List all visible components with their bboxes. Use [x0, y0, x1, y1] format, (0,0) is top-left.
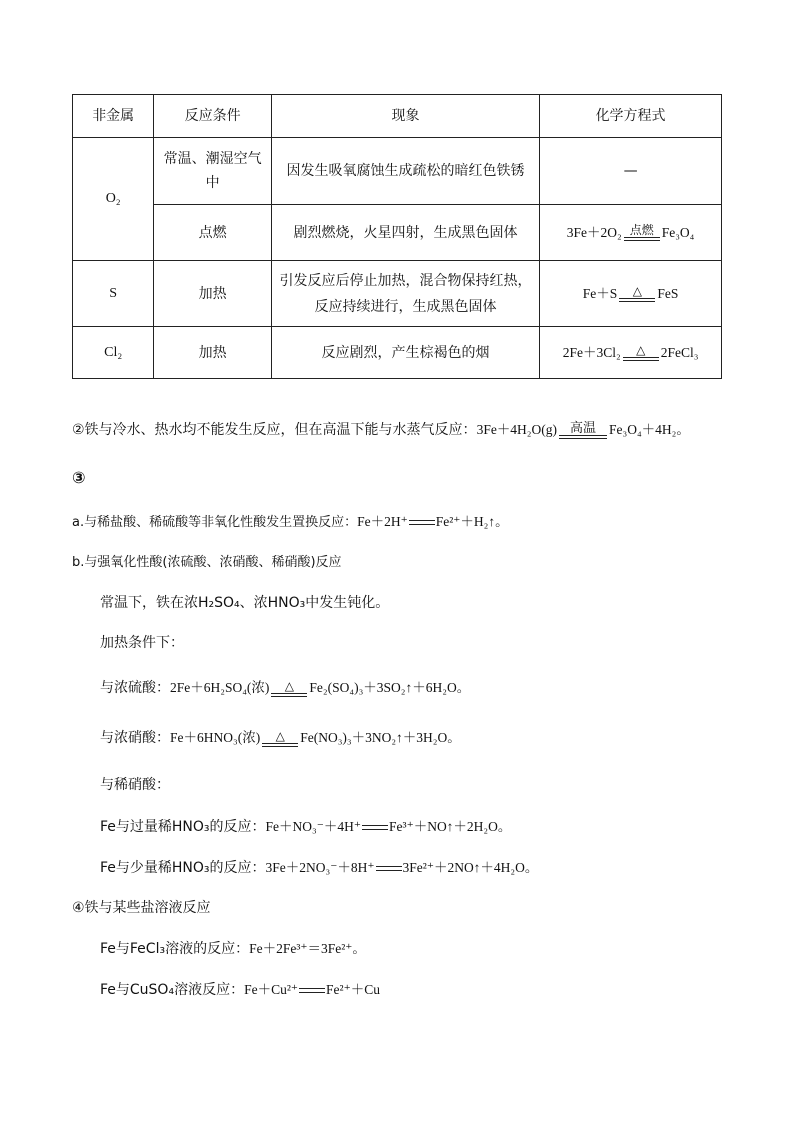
equals-sign [409, 520, 435, 525]
equation-right: 3Fe²⁺＋2NO↑＋4H₂O。 [402, 860, 539, 875]
heat-triangle-icon: △ [636, 343, 646, 357]
equation-left: Fe＋S [582, 285, 618, 301]
equation-left: Fe＋NO₃⁻＋4H⁺ [265, 819, 362, 834]
header-equation: 化学方程式 [540, 95, 722, 138]
equals-sign [376, 866, 402, 871]
equals-arrow [271, 680, 307, 697]
equation-condition: 点燃 [629, 223, 654, 237]
cell-nonmetal: O₂ [73, 138, 154, 261]
equation-left: 2Fe＋6H₂SO₄(浓) [170, 680, 270, 695]
paragraph-3-label: ③ [72, 468, 86, 487]
equation-left: 2Fe＋3Cl₂ [562, 344, 621, 360]
paragraph-text: ②铁与冷水、热水均不能发生反应，但在高温下能与水蒸气反应： [72, 422, 477, 438]
reaction-table [72, 94, 722, 379]
cell-condition: 加热 [154, 261, 272, 327]
paragraph-text: Fe与FeCl₃溶液的反应： [100, 941, 250, 957]
paragraph-3b-4 [100, 726, 461, 747]
equation-right: Fe(NO₃)₃＋3NO₂↑＋3H₂O。 [300, 730, 461, 745]
header-phenomenon: 现象 [271, 95, 539, 138]
equation-right: Fe²⁺＋Cu [326, 982, 380, 997]
paragraph-text: Fe与CuSO₄溶液反应： [100, 982, 245, 998]
equation-right: Fe³⁺＋NO↑＋2H₂O。 [389, 819, 512, 834]
paragraph-3b: b.与强氧化性酸(浓硫酸、浓硝酸、稀硝酸)反应 [72, 555, 342, 570]
paragraph-2 [72, 418, 690, 439]
heat-triangle-icon: △ [632, 284, 642, 298]
equals-arrow [559, 422, 607, 439]
equation-right: Fe₃O₄ [661, 224, 695, 240]
equals-arrow [623, 344, 659, 361]
paragraph-3b-5: 与稀硝酸： [100, 777, 170, 793]
paragraph-text: Fe与过量稀HNO₃的反应： [100, 819, 266, 835]
cell-nonmetal: S [73, 261, 154, 327]
equation-right: 2FeCl₃ [660, 344, 699, 360]
equation: Fe＋2Fe³⁺＝3Fe²⁺。 [249, 941, 366, 956]
header-condition: 反应条件 [154, 95, 272, 138]
paragraph-3b-6 [100, 815, 511, 836]
heat-triangle-icon: △ [284, 678, 295, 693]
equation-left: Fe＋Cu²⁺ [244, 982, 299, 997]
cell-phenomenon: 因发生吸氧腐蚀生成疏松的暗红色铁锈 [271, 138, 539, 205]
paragraph-4a [100, 937, 366, 958]
cell-phenomenon: 引发反应后停止加热，混合物保持红热，反应持续进行，生成黑色固体 [271, 261, 539, 327]
equation-left: 3Fe＋2O₂ [566, 224, 622, 240]
table-row [73, 205, 722, 261]
equation-right: Fe₂(SO₄)₃＋3SO₂↑＋6H₂O。 [309, 680, 471, 695]
cell-phenomenon: 反应剧烈，产生棕褐色的烟 [271, 327, 539, 379]
equation-right: Fe₃O₄＋4H₂。 [609, 422, 690, 437]
cell-condition: 常温、潮湿空气中 [154, 138, 272, 205]
cell-nonmetal: Cl₂ [73, 327, 154, 379]
cell-equation: — [540, 138, 722, 205]
paragraph-text: 与浓硝酸： [100, 730, 170, 746]
cell-phenomenon: 剧烈燃烧，火星四射，生成黑色固体 [271, 205, 539, 261]
table-row [73, 138, 722, 205]
paragraph-3b-3 [100, 676, 470, 697]
equation-right: Fe²⁺＋H₂↑。 [435, 514, 509, 529]
equals-arrow [619, 285, 655, 302]
equation-left: 3Fe＋2NO₃⁻＋8H⁺ [265, 860, 375, 875]
header-nonmetal: 非金属 [73, 95, 154, 138]
equals-arrow [624, 224, 660, 241]
equals-sign [299, 988, 325, 993]
paragraph-3b-2: 加热条件下： [100, 635, 184, 651]
equals-sign [362, 825, 388, 830]
cell-equation [540, 327, 722, 379]
paragraph-text: 与浓硫酸： [100, 680, 170, 696]
paragraph-3b-1: 常温下，铁在浓H₂SO₄、浓HNO₃中发生钝化。 [100, 595, 390, 611]
table-row [73, 261, 722, 327]
equals-arrow [262, 730, 298, 747]
paragraph-text: Fe与少量稀HNO₃的反应： [100, 860, 266, 876]
paragraph-3b-7 [100, 856, 538, 877]
cell-condition: 点燃 [154, 205, 272, 261]
equation-right: FeS [657, 285, 679, 301]
cell-condition: 加热 [154, 327, 272, 379]
paragraph-3a [72, 510, 509, 530]
equation-condition: 高温 [570, 420, 597, 436]
table-header-row [73, 95, 722, 138]
heat-triangle-icon: △ [275, 728, 285, 743]
equation-left: Fe＋6HNO₃(浓) [170, 730, 261, 745]
paragraph-text: a.与稀盐酸、稀硫酸等非氧化性酸发生置换反应： [72, 515, 358, 530]
equation-left: Fe＋2H⁺ [357, 514, 408, 529]
paragraph-4: ④铁与某些盐溶液反应 [72, 900, 211, 916]
paragraph-4b [100, 978, 380, 999]
cell-equation [540, 205, 722, 261]
equation-left: 3Fe＋4H₂O(g) [476, 422, 558, 437]
cell-equation [540, 261, 722, 327]
table-row [73, 327, 722, 379]
